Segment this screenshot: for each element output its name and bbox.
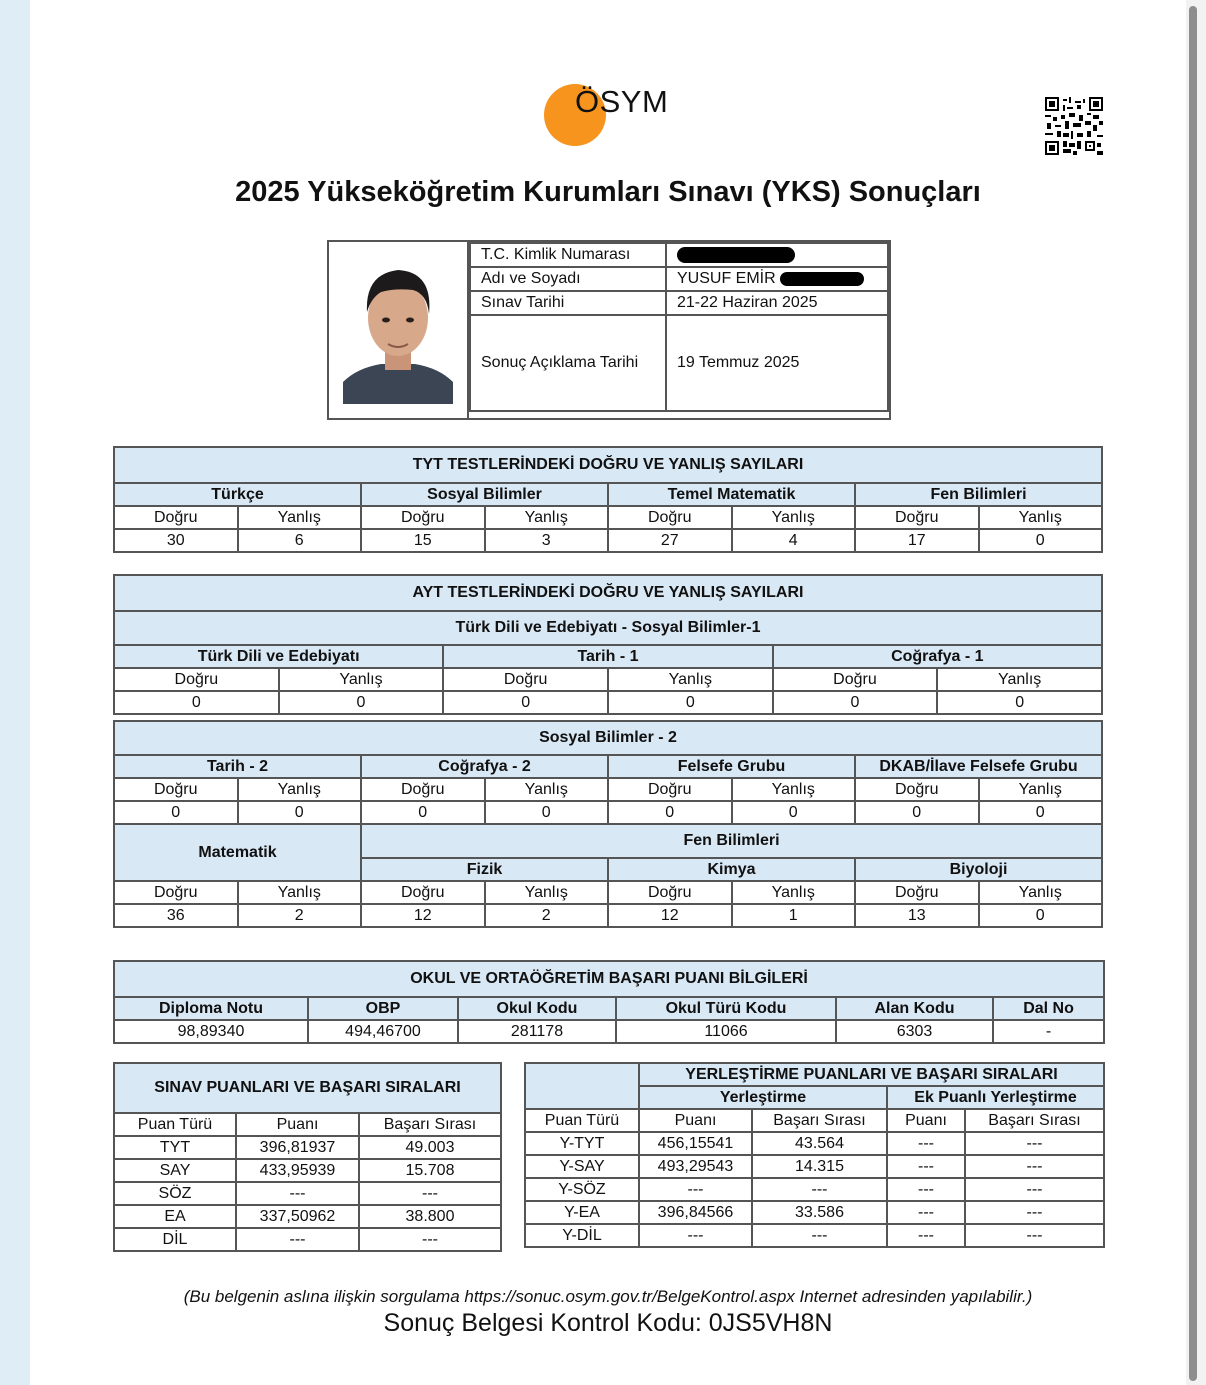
okul-title: OKUL VE ORTAÖĞRETİM BAŞARI PUANI BİLGİLERİ [114, 961, 1104, 997]
yanlis-header: Yanlış [732, 778, 856, 801]
ayt-value: 0 [979, 801, 1103, 824]
yanlis-header: Yanlış [979, 778, 1103, 801]
person-photo-icon [343, 260, 453, 404]
yanlis-header: Yanlış [979, 506, 1103, 529]
okul-value: 11066 [616, 1020, 836, 1043]
ayt-value: 0 [279, 691, 444, 714]
ek-basari-sirasi: --- [965, 1178, 1104, 1201]
table-row [525, 1155, 1104, 1178]
yerlestirme-title: YERLEŞTİRME PUANLARI VE BAŞARI SIRALARI [639, 1063, 1104, 1086]
ayt-group2-title: Sosyal Bilimler - 2 [114, 721, 1102, 755]
tyt-value: 6 [238, 529, 362, 552]
tyt-value: 15 [361, 529, 485, 552]
table-row [114, 1228, 501, 1251]
table-row [525, 1132, 1104, 1155]
yanlis-header: Yanlış [279, 668, 444, 691]
tc-row [470, 243, 888, 267]
dogru-header: Doğru [114, 668, 279, 691]
okul-header: Diploma Notu [114, 997, 308, 1020]
ayt-subject: Kimya [608, 858, 855, 881]
scrollbar-thumb[interactable] [1189, 6, 1197, 1381]
ek-puan: --- [887, 1132, 965, 1155]
ayt-value: 36 [114, 904, 238, 927]
ayt-title: AYT TESTLERİNDEKİ DOĞRU VE YANLIŞ SAYILARI [114, 575, 1102, 611]
puan-turu: Y-SAY [525, 1155, 639, 1178]
table-row [114, 1205, 501, 1228]
ayt-subject: DKAB/İlave Felsefe Grubu [855, 755, 1102, 778]
dogru-header: Doğru [855, 506, 979, 529]
okul-table [113, 960, 1105, 1044]
yanlis-header: Yanlış [485, 881, 609, 904]
yer-header: Başarı Sırası [965, 1109, 1104, 1132]
puan: 396,81937 [236, 1136, 359, 1159]
tyt-subject: Temel Matematik [608, 483, 855, 506]
name-value-cell [666, 267, 888, 291]
puan: 396,84566 [639, 1201, 752, 1224]
dogru-header: Doğru [855, 778, 979, 801]
dogru-header: Doğru [855, 881, 979, 904]
basari-sirasi: --- [752, 1178, 887, 1201]
yanlis-header: Yanlış [485, 506, 609, 529]
tyt-value: 0 [979, 529, 1103, 552]
ayt-value: 0 [979, 904, 1103, 927]
ayt-subject: Biyoloji [855, 858, 1102, 881]
puan: --- [236, 1182, 359, 1205]
ayt-value: 0 [855, 801, 979, 824]
verification-note: (Bu belgenin aslına ilişkin sorgulama https://sonuc.osym.gov.tr/BelgeKontrol.aspx Internet adresinden yapılabilir.) [183, 1287, 1033, 1306]
yer-header: Puanı [887, 1109, 965, 1132]
ayt-group2-table [113, 720, 1103, 928]
ayt-value: 2 [238, 904, 362, 927]
ayt-value: 1 [732, 904, 856, 927]
puan-turu: Y-EA [525, 1201, 639, 1224]
ayt-value: 0 [114, 801, 238, 824]
dogru-header: Doğru [361, 778, 485, 801]
tc-value [666, 243, 888, 267]
yanlis-header: Yanlış [732, 881, 856, 904]
dogru-header: Doğru [608, 506, 732, 529]
qr-code-icon [1045, 97, 1103, 155]
table-row [114, 1159, 501, 1182]
okul-header: Okul Kodu [458, 997, 616, 1020]
ek-basari-sirasi: --- [965, 1155, 1104, 1178]
basari-sirasi: 38.800 [359, 1205, 501, 1228]
basari-sirasi: 33.586 [752, 1201, 887, 1224]
matematik-header: Matematik [114, 824, 361, 881]
dogru-header: Doğru [608, 881, 732, 904]
puan: 456,15541 [639, 1132, 752, 1155]
blank-header [525, 1063, 639, 1109]
sinav-title: SINAV PUANLARI VE BAŞARI SIRALARI [114, 1063, 501, 1113]
ayt-subject: Coğrafya - 2 [361, 755, 608, 778]
basari-sirasi: 49.003 [359, 1136, 501, 1159]
yer-header: Başarı Sırası [752, 1109, 887, 1132]
dogru-header: Doğru [114, 881, 238, 904]
dogru-header: Doğru [773, 668, 938, 691]
puan-turu: Y-TYT [525, 1132, 639, 1155]
result-date-row [470, 315, 888, 411]
puan-turu: TYT [114, 1136, 236, 1159]
ek-puan: --- [887, 1155, 965, 1178]
ayt-subject: Felsefe Grubu [608, 755, 855, 778]
puan: --- [639, 1224, 752, 1247]
yanlis-header: Yanlış [979, 881, 1103, 904]
yer-header: Puanı [639, 1109, 752, 1132]
puan: --- [639, 1178, 752, 1201]
redaction-mark [780, 272, 864, 286]
redaction-mark [677, 247, 795, 263]
ayt-value: 0 [485, 801, 609, 824]
sinav-header: Puan Türü [114, 1113, 236, 1136]
table-row [114, 1182, 501, 1205]
sinav-header: Puanı [236, 1113, 359, 1136]
ek-puan: --- [887, 1201, 965, 1224]
yanlis-header: Yanlış [608, 668, 773, 691]
ayt-value: 13 [855, 904, 979, 927]
basari-sirasi: --- [752, 1224, 887, 1247]
ayt-value: 2 [485, 904, 609, 927]
yerlestirme-table [524, 1062, 1105, 1248]
dogru-header: Doğru [608, 778, 732, 801]
ek-puanli-sub: Ek Puanlı Yerleştirme [887, 1086, 1104, 1109]
okul-value: 98,89340 [114, 1020, 308, 1043]
ayt-value: 0 [937, 691, 1102, 714]
yer-header: Puan Türü [525, 1109, 639, 1132]
result-date-value: 19 Temmuz 2025 [666, 315, 888, 411]
dogru-header: Doğru [114, 778, 238, 801]
table-row [525, 1201, 1104, 1224]
basari-sirasi: 43.564 [752, 1132, 887, 1155]
ayt-subject: Tarih - 2 [114, 755, 361, 778]
puan-turu: EA [114, 1205, 236, 1228]
yanlis-header: Yanlış [238, 506, 362, 529]
okul-header: Dal No [993, 997, 1104, 1020]
ayt-value: 0 [608, 691, 773, 714]
candidate-photo [329, 242, 469, 418]
puan-turu: Y-SÖZ [525, 1178, 639, 1201]
puan: --- [236, 1228, 359, 1251]
tyt-value: 4 [732, 529, 856, 552]
osym-logo [544, 84, 684, 148]
yanlis-header: Yanlış [937, 668, 1102, 691]
table-row [525, 1178, 1104, 1201]
ayt-subject: Fizik [361, 858, 608, 881]
puan: 337,50962 [236, 1205, 359, 1228]
okul-value: 494,46700 [308, 1020, 458, 1043]
ek-puan: --- [887, 1178, 965, 1201]
tyt-value: 3 [485, 529, 609, 552]
tyt-subject: Sosyal Bilimler [361, 483, 608, 506]
puan-turu: SÖZ [114, 1182, 236, 1205]
dogru-header: Doğru [361, 881, 485, 904]
basari-sirasi: 14.315 [752, 1155, 887, 1178]
okul-value: - [993, 1020, 1104, 1043]
yanlis-header: Yanlış [238, 881, 362, 904]
ek-basari-sirasi: --- [965, 1132, 1104, 1155]
ek-puan: --- [887, 1224, 965, 1247]
ek-basari-sirasi: --- [965, 1224, 1104, 1247]
logo-text: ÖSYM [575, 84, 669, 119]
ayt-subject: Tarih - 1 [443, 645, 772, 668]
table-row [114, 1136, 501, 1159]
yanlis-header: Yanlış [732, 506, 856, 529]
ayt-group1-table [113, 574, 1103, 715]
puan: 493,29543 [639, 1155, 752, 1178]
ayt-value: 0 [773, 691, 938, 714]
sinav-header: Başarı Sırası [359, 1113, 501, 1136]
ayt-value: 0 [732, 801, 856, 824]
exam-date-row [470, 291, 888, 315]
page-title: 2025 Yükseköğretim Kurumları Sınavı (YKS) Sonuçları [235, 176, 981, 208]
dogru-header: Doğru [361, 506, 485, 529]
puan-turu: SAY [114, 1159, 236, 1182]
tyt-value: 27 [608, 529, 732, 552]
ayt-value: 0 [238, 801, 362, 824]
basari-sirasi: --- [359, 1182, 501, 1205]
fen-bilimleri-title: Fen Bilimleri [361, 824, 1102, 858]
yanlis-header: Yanlış [238, 778, 362, 801]
ayt-value: 0 [608, 801, 732, 824]
name-value: YUSUF EMİR [677, 270, 776, 287]
puan: 433,95939 [236, 1159, 359, 1182]
puan-turu: Y-DİL [525, 1224, 639, 1247]
tyt-title: TYT TESTLERİNDEKİ DOĞRU VE YANLIŞ SAYILARI [114, 447, 1102, 483]
tyt-value: 30 [114, 529, 238, 552]
tyt-value: 17 [855, 529, 979, 552]
okul-header: OBP [308, 997, 458, 1020]
identity-box [327, 240, 891, 420]
tyt-table [113, 446, 1103, 553]
table-row [525, 1224, 1104, 1247]
sinav-puanlari-table [113, 1062, 502, 1252]
ek-basari-sirasi: --- [965, 1201, 1104, 1224]
basari-sirasi: --- [359, 1228, 501, 1251]
okul-value: 281178 [458, 1020, 616, 1043]
dogru-header: Doğru [114, 506, 238, 529]
basari-sirasi: 15.708 [359, 1159, 501, 1182]
tc-label: T.C. Kimlik Numarası [470, 243, 666, 267]
ayt-subject: Coğrafya - 1 [773, 645, 1102, 668]
ayt-value: 12 [361, 904, 485, 927]
ayt-subject: Türk Dili ve Edebiyatı [114, 645, 443, 668]
ayt-value: 0 [443, 691, 608, 714]
identity-table [469, 242, 889, 412]
ayt-group1-title: Türk Dili ve Edebiyatı - Sosyal Bilimler-1 [114, 611, 1102, 645]
control-code: Sonuç Belgesi Kontrol Kodu: 0JS5VH8N [383, 1309, 833, 1337]
tyt-subject: Fen Bilimleri [855, 483, 1102, 506]
puan-turu: DİL [114, 1228, 236, 1251]
ayt-value: 12 [608, 904, 732, 927]
okul-value: 6303 [836, 1020, 993, 1043]
yanlis-header: Yanlış [485, 778, 609, 801]
okul-header: Alan Kodu [836, 997, 993, 1020]
yerlestirme-sub: Yerleştirme [639, 1086, 887, 1109]
dogru-header: Doğru [443, 668, 608, 691]
okul-header: Okul Türü Kodu [616, 997, 836, 1020]
exam-date-value: 21-22 Haziran 2025 [666, 291, 888, 315]
name-label: Adı ve Soyadı [470, 267, 666, 291]
tyt-subject: Türkçe [114, 483, 361, 506]
exam-date-label: Sınav Tarihi [470, 291, 666, 315]
result-date-label: Sonuç Açıklama Tarihi [470, 315, 666, 411]
ayt-value: 0 [114, 691, 279, 714]
ayt-value: 0 [361, 801, 485, 824]
name-row [470, 267, 888, 291]
